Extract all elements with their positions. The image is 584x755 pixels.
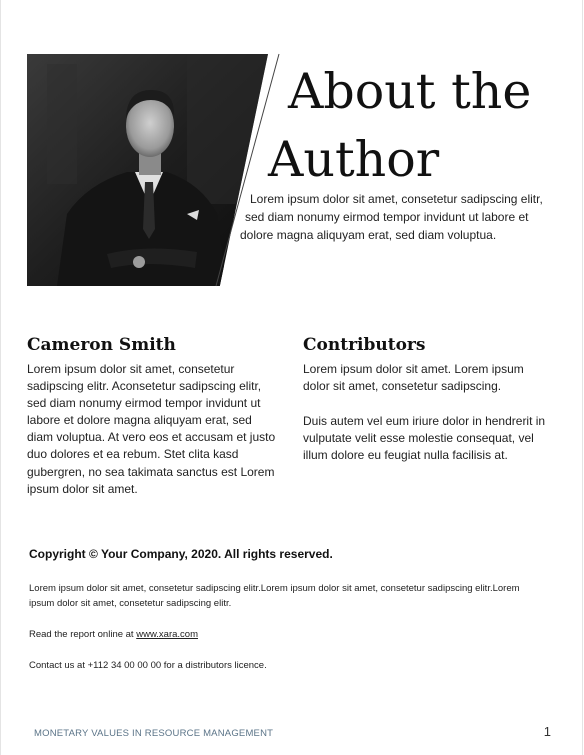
page-right-edge: [582, 0, 583, 755]
contributors-heading: Contributors: [303, 335, 426, 355]
intro-line: dolore magna aliquyam erat, sed diam voluptua.: [240, 228, 497, 242]
bio-line: sed diam nonumy eirmod tempor invidunt ut: [27, 396, 261, 411]
bio-line: ipsum dolor sit amet.: [27, 481, 138, 496]
copyright-notice: Copyright © Your Company, 2020. All rights reserved.: [29, 547, 333, 561]
author-name: Cameron Smith: [27, 335, 176, 355]
contributors-line: illum dolore eu feugiat nulla facilisis at.: [303, 448, 508, 463]
intro-line: Lorem ipsum dolor sit amet, consetetur sadipscing elitr,: [250, 192, 543, 206]
bio-line: labore et dolore magna aliquyam erat, sed: [27, 413, 252, 428]
bio-line: Lorem ipsum dolor sit amet, consetetur: [27, 362, 235, 376]
title-line-1: About the: [288, 63, 532, 120]
bio-line: sadipscing elitr. Aconsetetur sadipscing elitr,: [27, 379, 262, 394]
page-number: 1: [543, 724, 551, 739]
contributors-line: Lorem ipsum dolor sit amet. Lorem ipsum: [303, 362, 524, 376]
intro-paragraph: [240, 190, 560, 244]
report-line: [29, 627, 198, 642]
legal-line: Lorem ipsum dolor sit amet, consetetur sadipscing elitr.Lorem ipsum dolor sit amet, consetetur sadipscing elitr.Lorem: [29, 583, 520, 594]
running-title: MONETARY VALUES IN RESOURCE MANAGEMENT: [34, 728, 274, 739]
page-left-edge: [0, 0, 1, 755]
contributors-paragraph-2: [303, 413, 545, 464]
bio-line: diam voluptua. At vero eos et accusam et justo: [27, 430, 276, 445]
title-line-2: Author: [268, 131, 440, 188]
bio-line: gubergren, no sea takimata sanctus est Lorem: [27, 464, 275, 479]
report-link[interactable]: www.xara.com: [136, 629, 198, 640]
contributors-line: dolor sit amet, consetetur sadipscing.: [303, 379, 502, 394]
legal-paragraph: [29, 581, 520, 611]
contributors-line: vulputate velit esse molestie consequat, vel: [303, 431, 534, 446]
author-bio: [27, 361, 275, 498]
page-title: [268, 58, 568, 194]
legal-line: ipsum dolor sit amet, consetetur sadipscing elitr.: [29, 598, 232, 609]
contact-line: Contact us at +112 34 00 00 00 for a distributors licence.: [29, 660, 267, 671]
report-prefix: Read the report online at: [29, 629, 137, 640]
intro-line: sed diam nonumy eirmod tempor invidunt ut labore et: [245, 210, 529, 224]
contributors-paragraph-1: [303, 361, 524, 395]
contributors-line: Duis autem vel eum iriure dolor in hendrerit in: [303, 414, 546, 428]
bio-line: duo dolores et ea rebum. Stet clita kasd: [27, 447, 239, 462]
